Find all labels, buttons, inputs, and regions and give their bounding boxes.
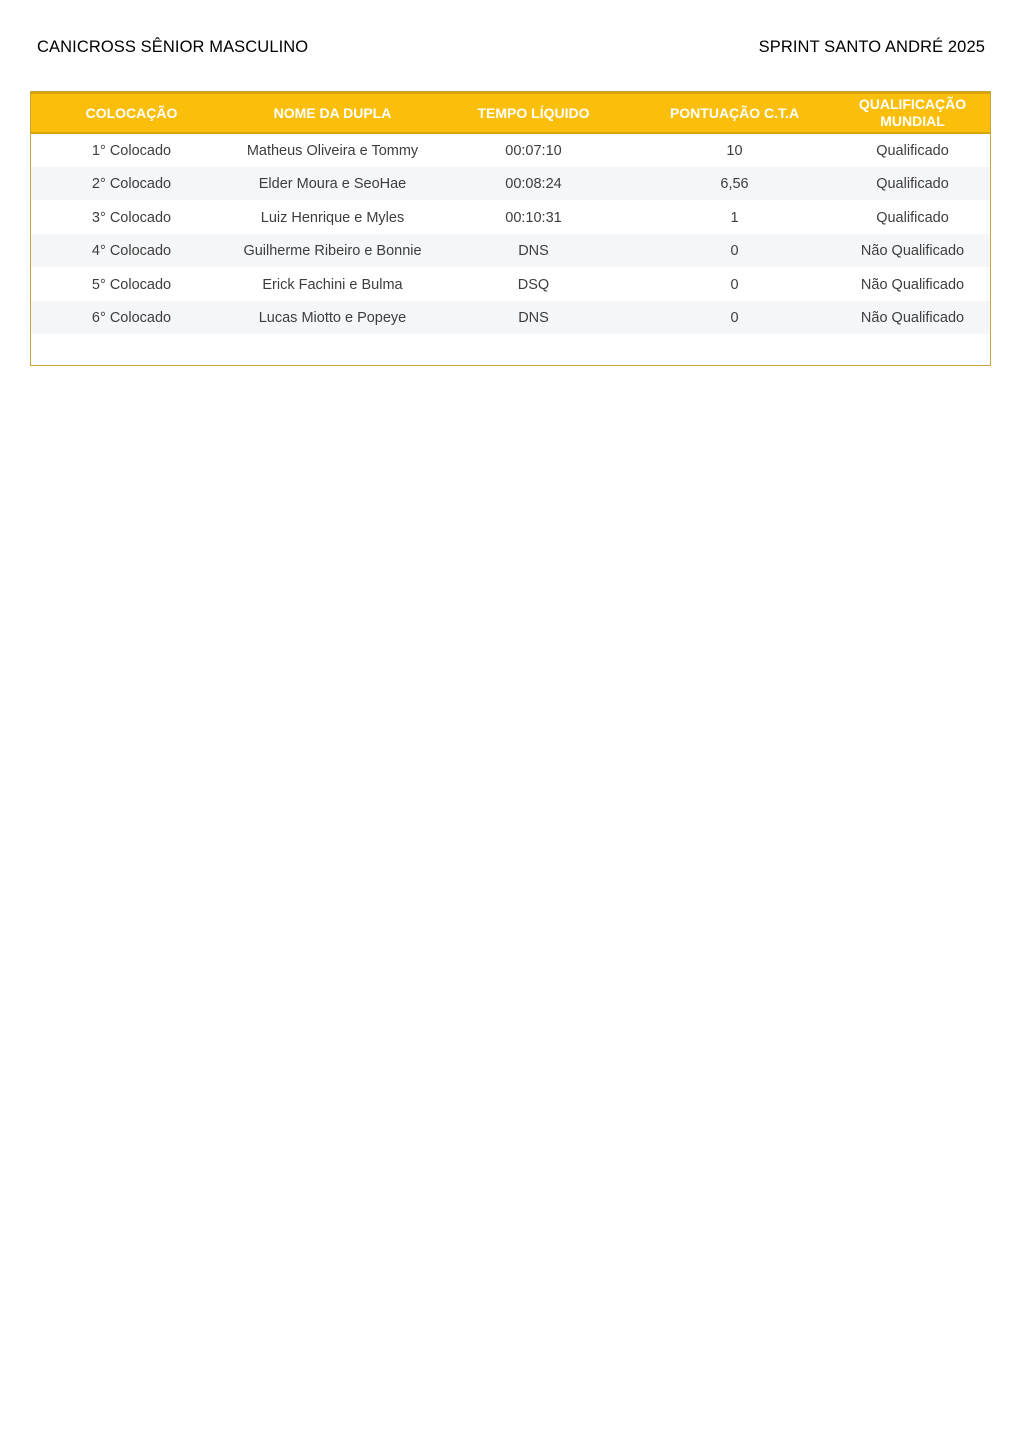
column-header-net-time: TEMPO LÍQUIDO [477,104,590,121]
pair-name-cell: Lucas Miotto e Popeye [258,309,407,326]
placement-cell: 3° Colocado [91,209,172,226]
results-table [30,91,991,366]
net-time-cell: DSQ [517,276,550,293]
cta-score-cell: 0 [730,242,739,259]
cta-score-cell: 10 [726,142,743,159]
qualification-cell: Qualificado [876,175,949,192]
qualification-cell: Qualificado [876,209,949,226]
placement-cell: 1° Colocado [91,142,172,159]
cta-score-cell: 0 [730,276,739,293]
placement-cell: 5° Colocado [91,276,172,293]
column-header-pair-name: NOME DA DUPLA [273,104,392,121]
column-header-world-qualification: QUALIFICAÇÃO MUNDIAL [858,96,967,129]
table-row [31,201,990,234]
placement-cell: 2° Colocado [91,175,172,192]
table-row [31,167,990,200]
qualification-cell: Não Qualificado [860,309,965,326]
net-time-cell: 00:07:10 [505,142,562,159]
document-header [37,38,985,58]
qualification-cell: Não Qualificado [860,276,965,293]
placement-cell: 6° Colocado [91,309,172,326]
net-time-cell: DNS [518,309,549,326]
event-title: SPRINT SANTO ANDRÉ 2025 [758,38,985,56]
category-title: CANICROSS SÊNIOR MASCULINO [37,38,309,56]
pair-name-cell: Erick Fachini e Bulma [262,276,403,293]
placement-cell: 4° Colocado [91,242,172,259]
table-row [31,301,990,334]
table-row [31,268,990,301]
table-header-row [31,92,990,134]
net-time-cell: 00:10:31 [505,209,562,226]
qualification-cell: Qualificado [876,142,949,159]
cta-score-cell: 1 [730,209,739,226]
pair-name-cell: Luiz Henrique e Myles [260,209,405,226]
pair-name-cell: Elder Moura e SeoHae [258,175,407,192]
column-header-placement: COLOCAÇÃO [85,104,178,121]
pair-name-cell: Matheus Oliveira e Tommy [246,142,419,159]
table-row [31,234,990,267]
net-time-cell: DNS [518,242,549,259]
column-header-cta-score: PONTUAÇÃO C.T.A [669,104,800,121]
pair-name-cell: Guilherme Ribeiro e Bonnie [243,242,422,259]
qualification-cell: Não Qualificado [860,242,965,259]
cta-score-cell: 0 [730,309,739,326]
cta-score-cell: 6,56 [720,175,749,192]
net-time-cell: 00:08:24 [505,175,562,192]
table-row [31,134,990,167]
